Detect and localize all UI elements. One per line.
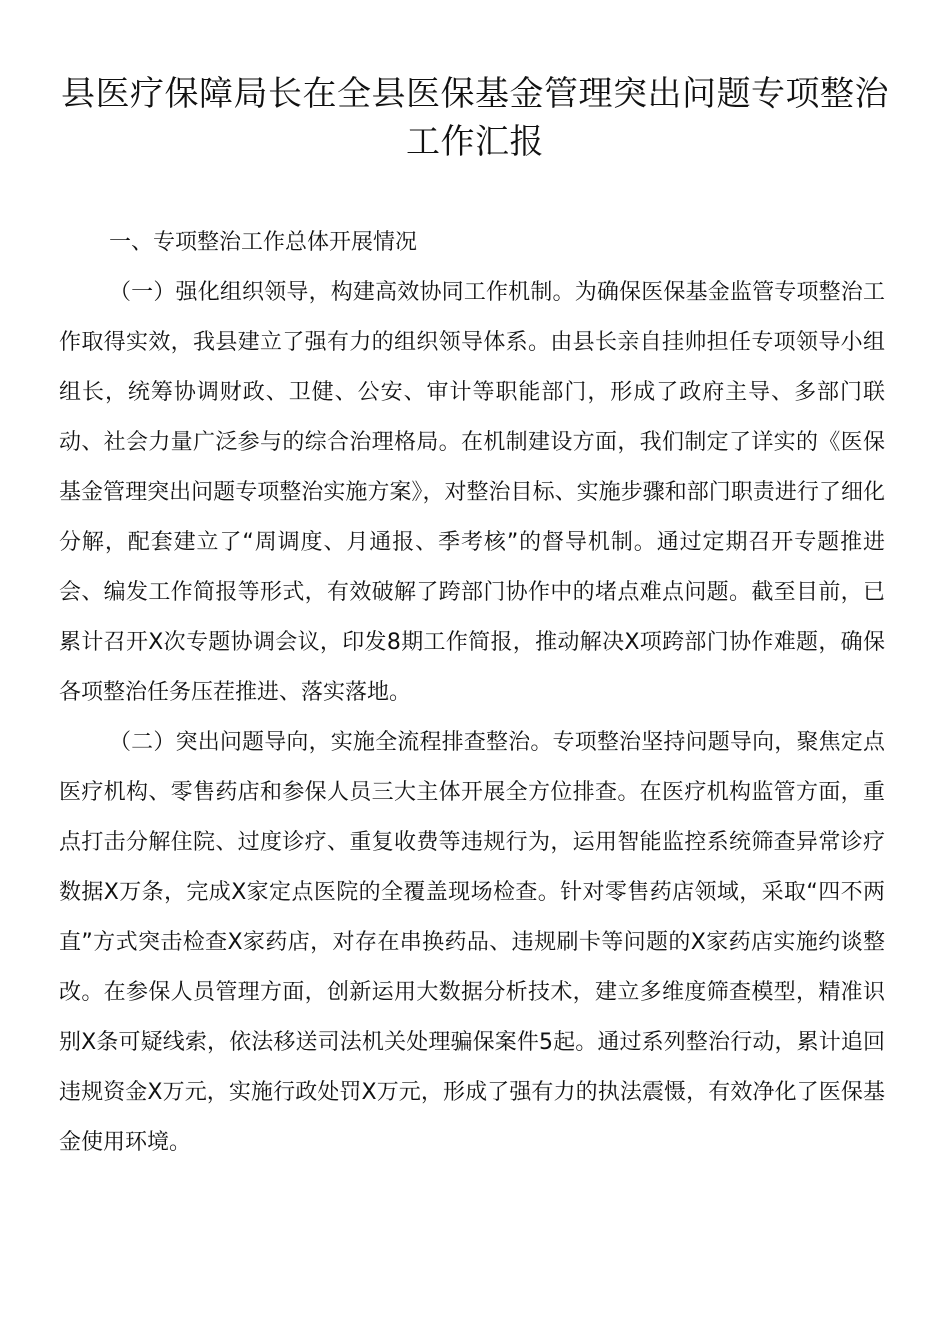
section-heading: 一、专项整治工作总体开展情况 xyxy=(109,230,418,255)
document-body xyxy=(59,218,885,1168)
paragraph-problem-oriented-rectification: （二）突出问题导向，实施全流程排查整治。专项整治坚持问题导向，聚焦定点医疗机构、零售药店和参保人员三大主体开展全方位排查。在医疗机构监管方面，重点打击分解住院、过度诊疗、重复收费等违规行为，运用智能监控系统筛查异常诊疗数据X万条，完成X家定点医院的全覆盖现场检查。针对零售药店领域，采取“四不两直”方式突击检查X家药店，对存在串换药品、违规刷卡等问题的X家药店实施约谈整改。在参保人员管理方面，创新运用大数据分析技术，建立多维度筛查模型，精准识别X条可疑线索，依法移送司法机关处理骗保案件5起。通过系列整治行动，累计追回违规资金X万元，实施行政处罚X万元，形成了强有力的执法震慑，有效净化了医保基金使用环境。 xyxy=(59,730,885,1155)
paragraph-organization-leadership: （一）强化组织领导，构建高效协同工作机制。为确保医保基金监管专项整治工作取得实效，我县建立了强有力的组织领导体系。由县长亲自挂帅担任专项领导小组组长，统筹协调财政、卫健、公安、审计等职能部门，形成了政府主导、多部门联动、社会力量广泛参与的综合治理格局。在机制建设方面，我们制定了详实的《医保基金管理突出问题专项整治实施方案》，对整治目标、实施步骤和部门职责进行了细化分解，配套建立了“周调度、月通报、季考核”的督导机制。通过定期召开专题推进会、编发工作简报等形式，有效破解了跨部门协作中的堵点难点问题。截至目前，已累计召开X次专题协调会议，印发8期工作简报，推动解决X项跨部门协作难题，确保各项整治任务压茬推进、落实落地。 xyxy=(59,280,885,705)
document-title: 县医疗保障局长在全县医保基金管理突出问题专项整治工作汇报 xyxy=(61,74,889,162)
